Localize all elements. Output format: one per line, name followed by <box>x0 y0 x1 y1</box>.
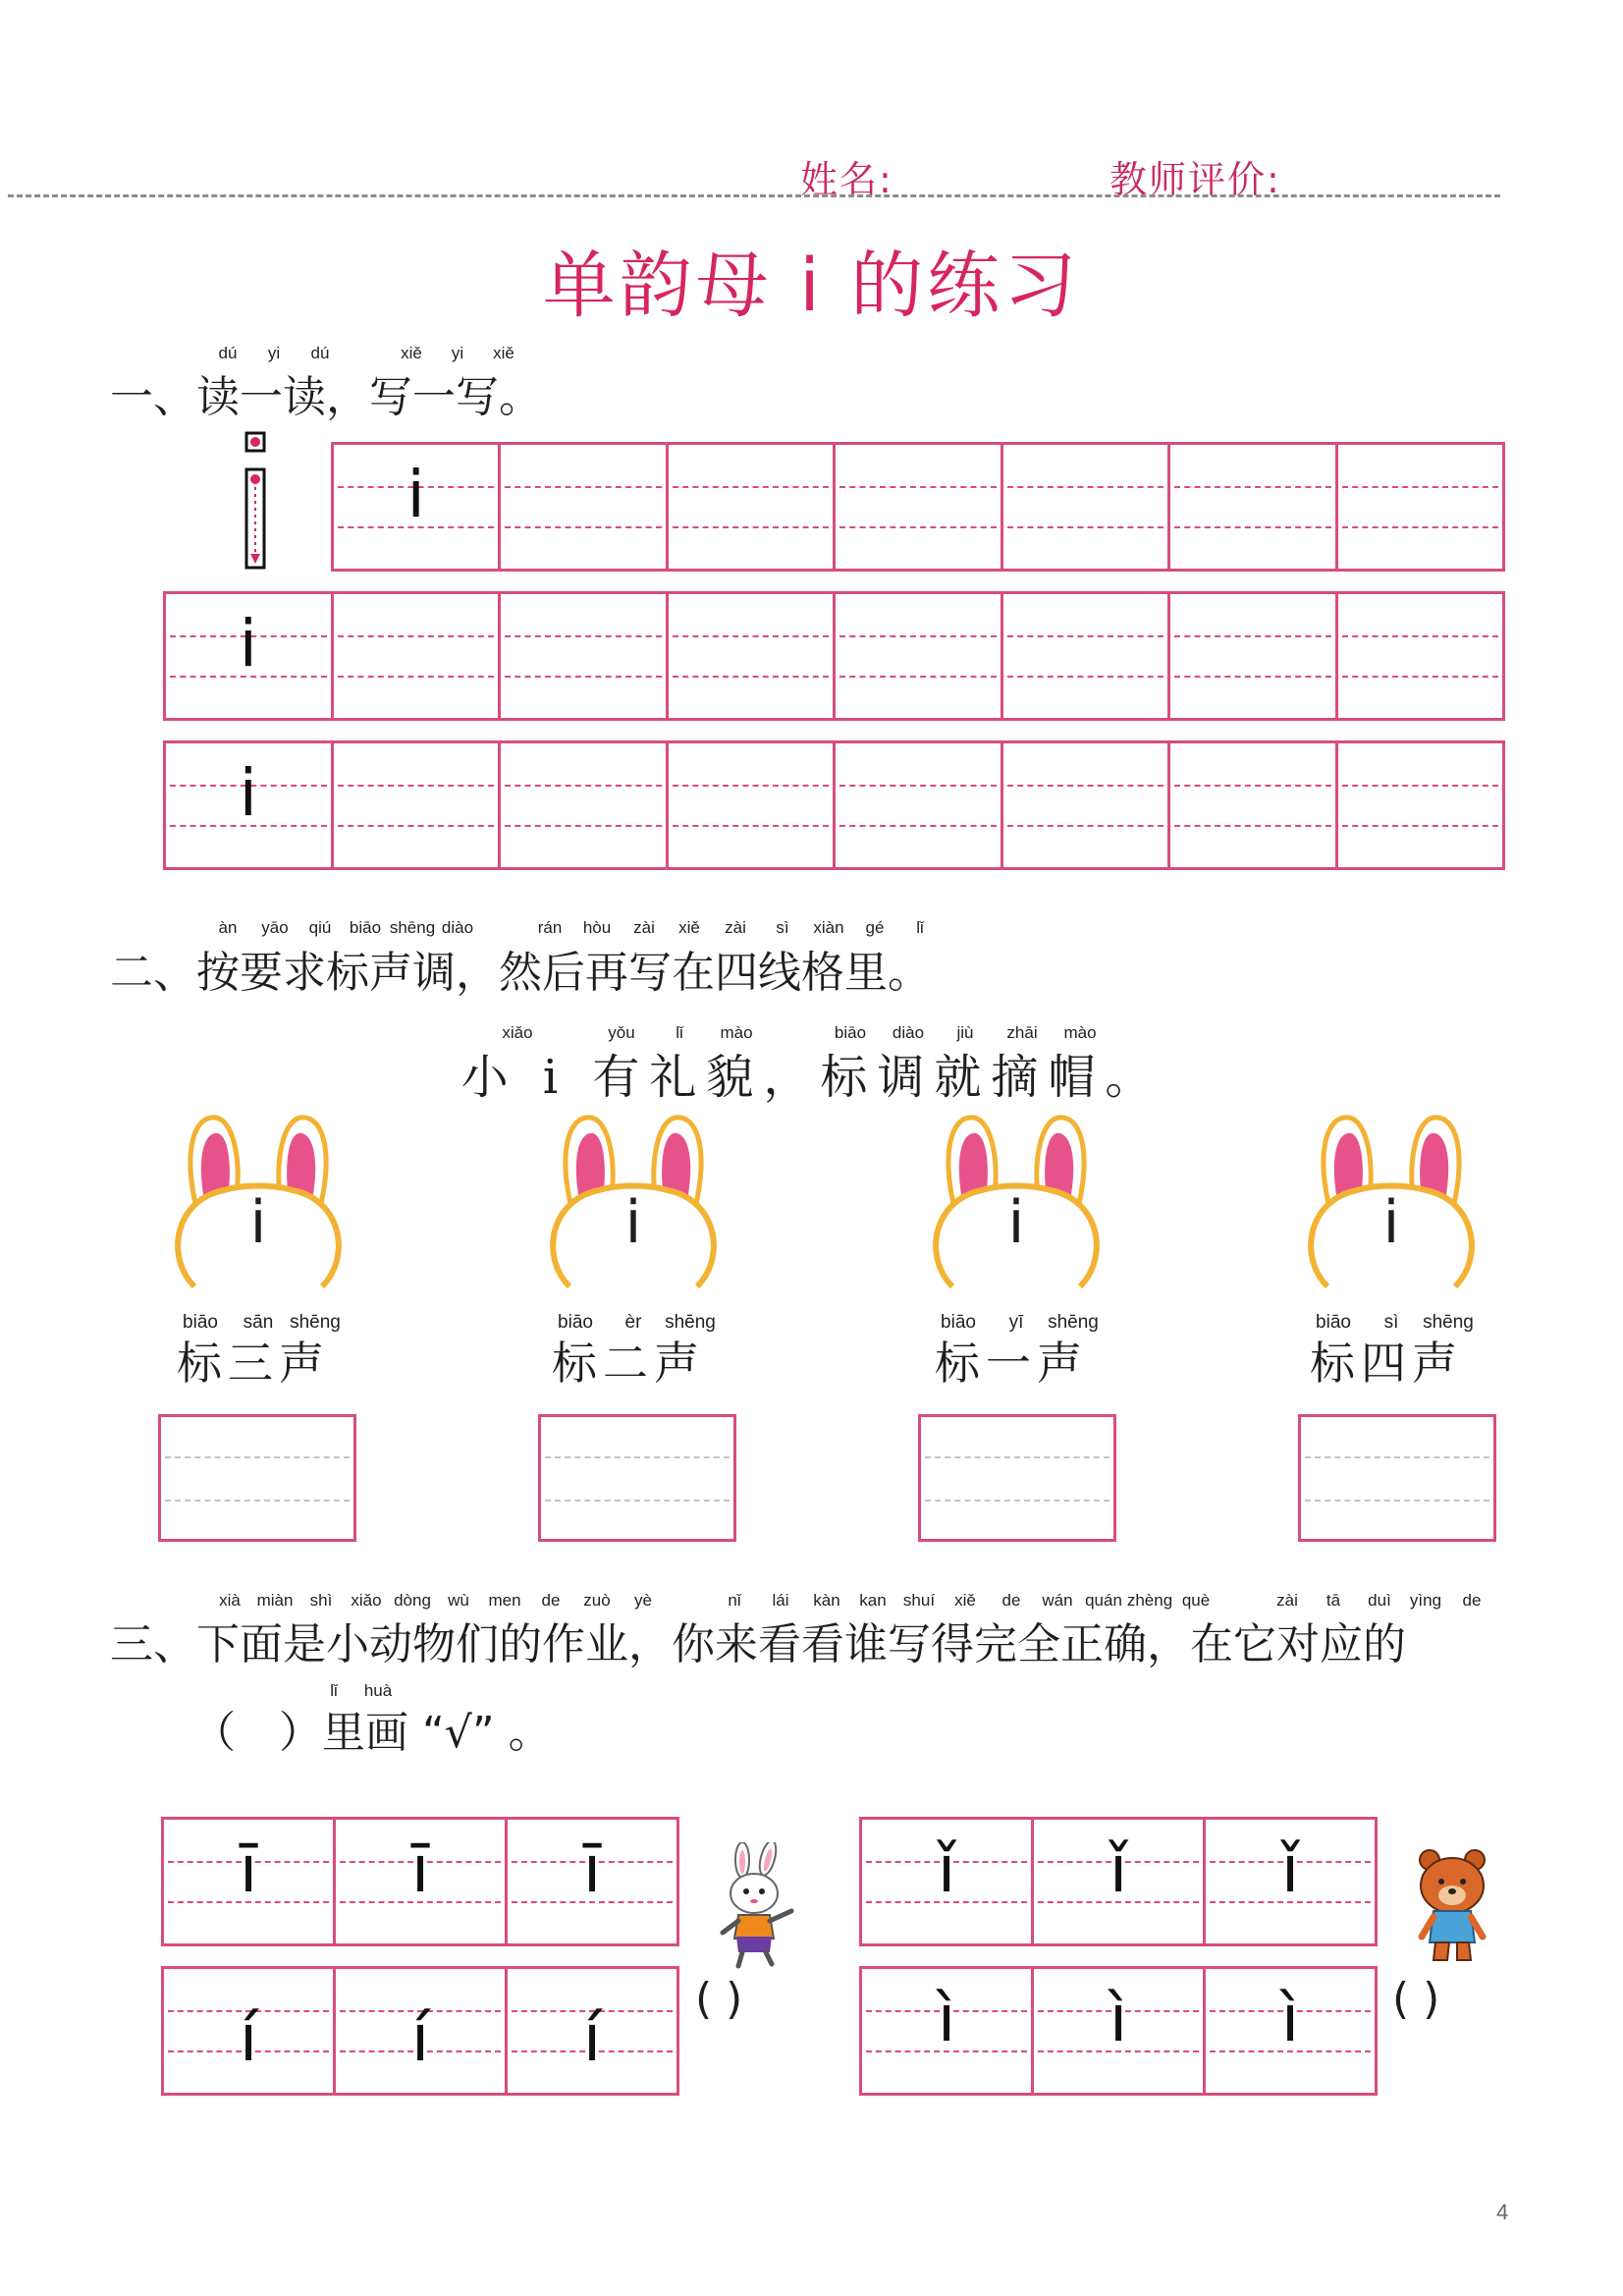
pinyin: yè <box>634 1591 652 1610</box>
pinyin: shēng <box>389 918 436 937</box>
pinyin: biāo <box>558 1312 593 1333</box>
pinyin: yi <box>451 344 464 362</box>
bear-grid-row-1 <box>859 1817 1378 1946</box>
toned-letter: ǐ <box>1280 1831 1300 1907</box>
rabbit-character-icon <box>709 1842 803 1970</box>
writing-cell[interactable] <box>498 445 665 569</box>
pinyin: rán <box>537 918 563 937</box>
answer-cell <box>1203 1969 1375 2093</box>
tone-answer-box[interactable] <box>918 1414 1116 1542</box>
writing-cell[interactable] <box>1001 445 1167 569</box>
writing-cell[interactable] <box>1167 594 1335 718</box>
pinyin: gé <box>865 918 885 937</box>
pinyin: qiú <box>308 918 332 937</box>
pinyin: dòng <box>394 1591 431 1610</box>
bunny-letter: i <box>1007 1188 1025 1257</box>
writing-cell[interactable] <box>334 445 498 569</box>
pinyin: quán <box>1085 1591 1122 1610</box>
pinyin: jiù <box>956 1023 974 1042</box>
pinyin: xiǎo <box>502 1023 533 1042</box>
answer-cell <box>862 1820 1031 1943</box>
page-number: 4 <box>1496 2200 1509 2224</box>
answer-cell <box>505 1820 676 1943</box>
pinyin: shēng <box>1048 1312 1099 1333</box>
pinyin: de <box>1001 1591 1021 1610</box>
toned-letter: ī <box>410 1831 430 1907</box>
pinyin: zhāi <box>1006 1023 1038 1042</box>
pinyin: kan <box>859 1591 887 1610</box>
pinyin: mào <box>1063 1023 1097 1042</box>
pinyin: duì <box>1368 1591 1391 1610</box>
toned-letter: ǐ <box>1109 1831 1128 1907</box>
tone-label: 标三声 <box>177 1337 330 1390</box>
bunny-icon <box>540 1110 727 1296</box>
pinyin: xiě <box>401 344 422 362</box>
toned-letter: í <box>410 1999 430 2076</box>
pinyin: diào <box>892 1023 925 1042</box>
pinyin: yìng <box>1409 1591 1442 1610</box>
pinyin: què <box>1181 1591 1211 1610</box>
answer-cell <box>1203 1820 1375 1943</box>
model-letter: i <box>239 605 257 682</box>
pinyin: biāo <box>834 1023 867 1042</box>
pinyin: èr <box>624 1312 642 1333</box>
pinyin: wán <box>1042 1591 1073 1610</box>
writing-grid-row-3 <box>163 740 1505 870</box>
writing-cell[interactable] <box>1001 594 1168 718</box>
bunny-icon <box>923 1110 1109 1296</box>
writing-cell[interactable] <box>833 594 1001 718</box>
toned-letter: ī <box>239 1831 258 1907</box>
writing-cell[interactable] <box>331 743 499 867</box>
pinyin: biāo <box>941 1312 976 1333</box>
rabbit-answer-parentheses[interactable]: ( ) <box>695 1974 743 2024</box>
pinyin: biāo <box>349 918 382 937</box>
tone-label: 标四声 <box>1310 1337 1463 1390</box>
answer-cell <box>862 1969 1031 2093</box>
pinyin: shēng <box>665 1312 716 1333</box>
toned-letter: ì <box>937 1980 956 2056</box>
section3-heading-line2: （ ）里画 “√” 。 <box>192 1708 552 1758</box>
writing-cell[interactable] <box>833 743 1001 867</box>
writing-cell[interactable] <box>833 445 1000 569</box>
writing-cell[interactable] <box>666 594 834 718</box>
answer-cell <box>1031 1820 1203 1943</box>
pinyin: xiàn <box>813 918 844 937</box>
toned-letter: í <box>582 1999 602 2076</box>
writing-cell[interactable] <box>166 743 331 867</box>
answer-cell <box>333 1969 505 2093</box>
pinyin: shēng <box>1423 1312 1474 1333</box>
answer-cell <box>505 1969 676 2093</box>
pinyin: àn <box>218 918 238 937</box>
pinyin: shēng <box>290 1312 341 1333</box>
pinyin: miàn <box>256 1591 294 1610</box>
bear-answer-parentheses[interactable]: ( ) <box>1392 1974 1440 2024</box>
pinyin: kàn <box>813 1591 840 1610</box>
writing-cell[interactable] <box>498 743 666 867</box>
pinyin: tā <box>1325 1591 1341 1610</box>
pinyin: biāo <box>183 1312 218 1333</box>
writing-cell[interactable] <box>1335 743 1503 867</box>
name-label: 姓名: <box>800 158 893 201</box>
bunny-letter: i <box>249 1188 267 1257</box>
writing-cell[interactable] <box>1167 445 1334 569</box>
section3-heading-line1: 三、下面是小动物们的作业，你来看看谁写得完全正确，在它对应的 <box>110 1619 1406 1669</box>
page-title: 单韵母 i 的练习 <box>542 244 1081 328</box>
pinyin: dú <box>310 344 330 362</box>
tone-answer-box[interactable] <box>158 1414 356 1542</box>
tone-answer-box[interactable] <box>1298 1414 1496 1542</box>
writing-cell[interactable] <box>1335 594 1503 718</box>
answer-cell <box>1031 1969 1203 2093</box>
pinyin: shì <box>309 1591 333 1610</box>
bunny-letter: i <box>1382 1188 1400 1257</box>
pinyin: xiě <box>954 1591 976 1610</box>
rabbit-grid-row-2 <box>161 1966 679 2096</box>
pinyin: lái <box>772 1591 789 1610</box>
writing-cell[interactable] <box>666 743 834 867</box>
tone-label: 标一声 <box>935 1337 1088 1390</box>
pinyin: huà <box>363 1681 393 1700</box>
bear-grid-row-2 <box>859 1966 1378 2096</box>
pinyin: zài <box>633 918 655 937</box>
tone-answer-box[interactable] <box>538 1414 736 1542</box>
section2-heading: 二、按要求标声调，然后再写在四线格里。 <box>110 948 931 998</box>
pinyin: hòu <box>582 918 612 937</box>
writing-cell[interactable] <box>1335 445 1502 569</box>
writing-cell[interactable] <box>666 445 833 569</box>
toned-letter: ǐ <box>937 1831 956 1907</box>
answer-cell <box>164 1820 333 1943</box>
pinyin: yǒu <box>608 1023 635 1042</box>
pinyin: zhèng <box>1126 1591 1173 1610</box>
pinyin: sì <box>1383 1312 1399 1333</box>
pinyin: de <box>1462 1591 1482 1610</box>
pinyin: diào <box>441 918 474 937</box>
pinyin: lǐ <box>916 918 924 937</box>
model-letter: i <box>239 754 257 831</box>
header-divider <box>8 194 1500 197</box>
pinyin: zuò <box>583 1591 611 1610</box>
pinyin: yāo <box>261 918 289 937</box>
pinyin: shuí <box>902 1591 936 1610</box>
answer-cell <box>164 1969 333 2093</box>
toned-letter: ī <box>582 1831 602 1907</box>
writing-cell[interactable] <box>1001 743 1168 867</box>
writing-cell[interactable] <box>166 594 331 718</box>
rhyme-line: 小 i 有礼貌，标调就摘帽。 <box>460 1050 1163 1105</box>
model-letter: i <box>406 456 425 532</box>
toned-letter: í <box>239 1999 258 2076</box>
pinyin: xiě <box>678 918 700 937</box>
pinyin: dú <box>218 344 238 362</box>
bunny-letter: i <box>624 1188 642 1257</box>
bunny-icon <box>165 1110 352 1296</box>
pinyin: xiǎo <box>351 1591 382 1610</box>
writing-grid-row-2 <box>163 591 1505 721</box>
writing-cell[interactable] <box>331 594 499 718</box>
writing-grid-row-1 <box>331 442 1505 572</box>
bunny-icon <box>1298 1110 1485 1296</box>
tone-label: 标二声 <box>552 1337 705 1390</box>
pinyin: biāo <box>1316 1312 1351 1333</box>
pinyin: zài <box>1276 1591 1298 1610</box>
pinyin: wù <box>448 1591 469 1610</box>
pinyin: sān <box>243 1312 274 1333</box>
pinyin: men <box>488 1591 521 1610</box>
stroke-order-i-icon <box>243 430 269 570</box>
pinyin: sì <box>776 918 789 937</box>
section1-heading: 一、读一读，写一写。 <box>110 372 542 422</box>
pinyin: mào <box>720 1023 753 1042</box>
toned-letter: ì <box>1109 1980 1128 2056</box>
pinyin: yi <box>267 344 281 362</box>
rabbit-grid-row-1 <box>161 1817 679 1946</box>
writing-cell[interactable] <box>498 594 666 718</box>
toned-letter: ì <box>1280 1980 1300 2056</box>
pinyin: xiě <box>493 344 514 362</box>
pinyin: yī <box>1008 1312 1024 1333</box>
bear-character-icon <box>1414 1846 1492 1968</box>
teacher-evaluation-label: 教师评价: <box>1109 158 1281 201</box>
answer-cell <box>333 1820 505 1943</box>
pinyin: zài <box>725 918 746 937</box>
pinyin: xià <box>219 1591 241 1610</box>
pinyin: nǐ <box>728 1591 741 1610</box>
writing-cell[interactable] <box>1167 743 1335 867</box>
pinyin: lǐ <box>676 1023 683 1042</box>
pinyin: de <box>541 1591 561 1610</box>
pinyin: lǐ <box>330 1681 338 1700</box>
